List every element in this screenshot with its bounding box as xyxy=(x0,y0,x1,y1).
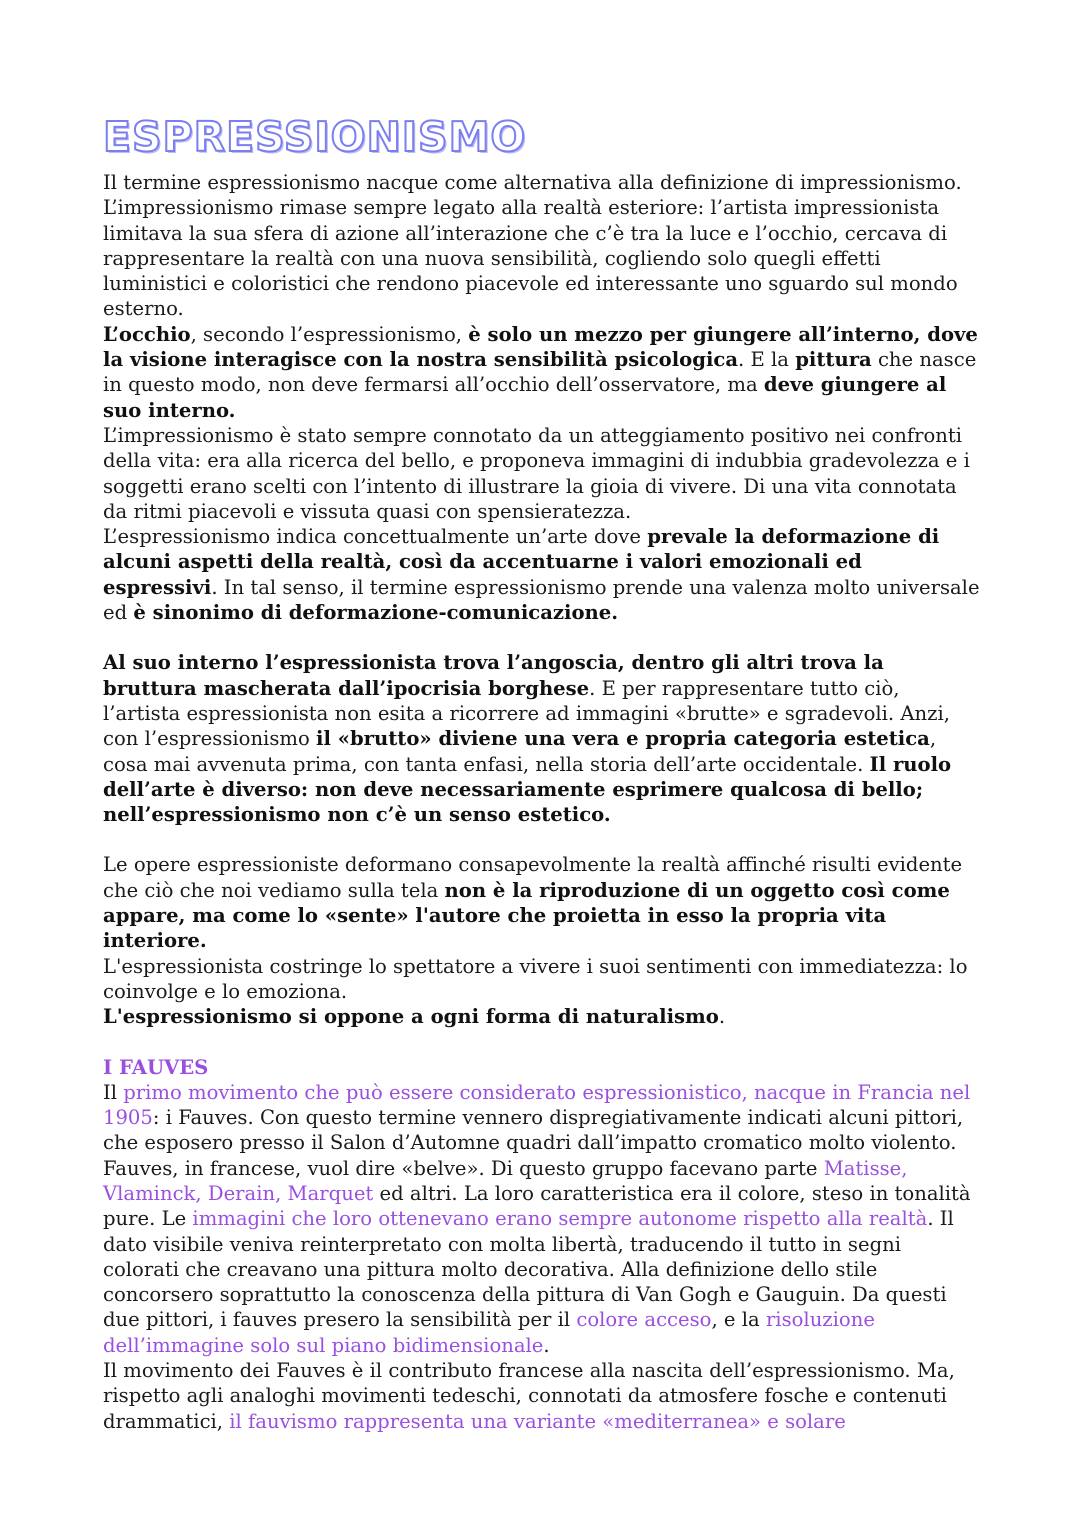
text-span: , secondo l’espressionismo, xyxy=(190,322,469,346)
bold-span: L'espressionismo si oppone a ogni forma di naturalismo xyxy=(103,1005,719,1029)
paragraph-gap xyxy=(103,625,983,650)
highlight-span: colore acceso xyxy=(576,1308,712,1332)
text-span: . Il dato visibile veniva reinterpretato con molta libertà, traducendo il tutto in segni colorati che creavano una pittura molto decorativa. Alla definizione dello stile concorsero soprattutto la conoscenza della pittura di Van Gogh e Gauguin. Da questi due pittori, i fauves presero la sensibilità per il xyxy=(103,1207,954,1332)
text-span: L’impressionismo è stato sempre connotato da un atteggiamento positivo nei confronti della vita: era alla ricerca del bello, e proponeva immagini di indubbia gradevolezza e i soggetti erano scelti con l’intento di illustrare la gioia di vivere. Di una vita connotata da ritmi piacevoli e vissuta quasi con spensieratezza. xyxy=(103,423,970,523)
paragraph-deformazione xyxy=(103,524,983,625)
highlight-span: immagini che loro ottenevano erano sempre autonome rispetto alla realtà xyxy=(192,1207,928,1231)
bold-span: Il ruolo dell’arte è diverso: non deve necessariamente esprimere qualcosa di bello; nell’espressionismo non c’è un senso estetico. xyxy=(103,752,952,827)
bold-span: il «brutto» diviene una vera e propria categoria estetica xyxy=(316,727,930,751)
text-span: : i Fauves. Con questo termine vennero dispregiativamente indicati alcuni pittori, che esposero presso il Salon d’Automne quadri dall’impatto cromatico molto violento. Fauves, in francese, vuol dire «belve». Di questo gruppo facevano parte xyxy=(103,1106,964,1180)
text-span: che nasce in questo modo, non deve fermarsi all’occhio dell’osservatore, ma xyxy=(103,348,977,397)
bold-span: prevale la deformazione di alcuni aspetti della realtà, così da accentuarne i valori emozionali ed espressivi xyxy=(103,525,940,599)
text-span: . xyxy=(718,1005,726,1029)
bold-span: è solo un mezzo per giungere all’interno, dove la visione interagisce con la nostra sensibilità psicologica xyxy=(103,322,978,372)
text-span: L’espressionismo indica concettualmente un’arte dove xyxy=(103,525,648,549)
text-span: Il xyxy=(103,1080,124,1104)
paragraph-fauves xyxy=(103,1080,983,1358)
highlight-span: risoluzione dell’immagine solo sul piano bidimensionale xyxy=(103,1308,875,1357)
text-span: Le opere espressioniste deformano consapevolmente la realtà affinché risulti evidente che ciò che noi vediamo sulla tela xyxy=(103,853,963,902)
text-span: . E la xyxy=(738,348,796,372)
paragraph-occhio xyxy=(103,322,983,423)
paragraph-gap xyxy=(103,1030,983,1055)
text-span: , e la xyxy=(711,1308,766,1332)
highlight-span: Matisse, Vlaminck, Derain, Marquet xyxy=(103,1156,908,1205)
paragraph-angoscia xyxy=(103,650,983,827)
text-span: . xyxy=(543,1333,550,1357)
text-span: Il movimento dei Fauves è il contributo francese alla nascita dell’espressionismo. Ma, rispetto agli analoghi movimenti tedeschi, connotati da atmosfere fosche e contenuti drammatici, xyxy=(103,1359,955,1433)
text-span: ed altri. La loro caratteristica era il colore, steso in tonalità pure. Le xyxy=(103,1181,971,1231)
text-span: . In tal senso, il termine espressionismo prende una valenza molto universale ed xyxy=(103,575,980,625)
highlight-span: il fauvismo rappresenta una variante «mediterranea» e solare xyxy=(229,1409,846,1433)
paragraph-spettatore xyxy=(103,954,983,1005)
highlight-span: primo movimento che può essere considerato espressionistico, nacque in Francia nel 1905 xyxy=(103,1080,971,1130)
bold-span: deve giungere al suo interno. xyxy=(103,373,947,422)
bold-span: Al suo interno l’espressionista trova l’angoscia, dentro gli altri trova la bruttura mascherata dall’ipocrisia borghese xyxy=(103,651,884,700)
bold-span: L’occhio xyxy=(103,322,191,346)
paragraph-opere xyxy=(103,852,983,953)
document-page xyxy=(103,112,983,1434)
paragraph-impressionismo xyxy=(103,423,983,524)
paragraph-gap xyxy=(103,827,983,852)
text-span: L'espressionista costringe lo spettatore a vivere i suoi sentimenti con immediatezza: lo coinvolge e lo emoziona. xyxy=(103,954,968,1003)
page-title: ESPRESSIONISMO xyxy=(103,113,527,161)
bold-span: pittura xyxy=(795,348,872,372)
paragraph-contributo xyxy=(103,1358,983,1434)
text-span: , cosa mai avvenuta prima, con tanta enfasi, nella storia dell’arte occidentale. xyxy=(103,727,937,776)
bold-span: è sinonimo di deformazione-comunicazione. xyxy=(133,601,619,625)
paragraph-naturalismo xyxy=(103,1004,983,1029)
paragraph-intro xyxy=(103,170,983,322)
text-span: . E per rappresentare tutto ciò, l’artista espressionista non esita a ricorrere ad immagini «brutte» e sgradevoli. Anzi, con l’espressionismo xyxy=(103,676,950,751)
section-heading-fauves: I FAUVES xyxy=(103,1055,209,1079)
text-span: Il termine espressionismo nacque come alternativa alla definizione di impressionismo. L’impressionismo rimase sempre legato alla realtà esteriore: l’artista impressionista limitava la sua sfera di azione all’interazione che c’è tra la luce e l’occhio, cercava di rappresentare la realtà con una nuova sensibilità, cogliendo solo quegli effetti luministici e coloristici che rendono piacevole ed interessante uno sguardo sul mondo esterno. xyxy=(103,171,962,321)
bold-span: non è la riproduzione di un oggetto così come appare, ma come lo «sente» l'autore che proietta in esso la propria vita interiore. xyxy=(103,878,950,953)
